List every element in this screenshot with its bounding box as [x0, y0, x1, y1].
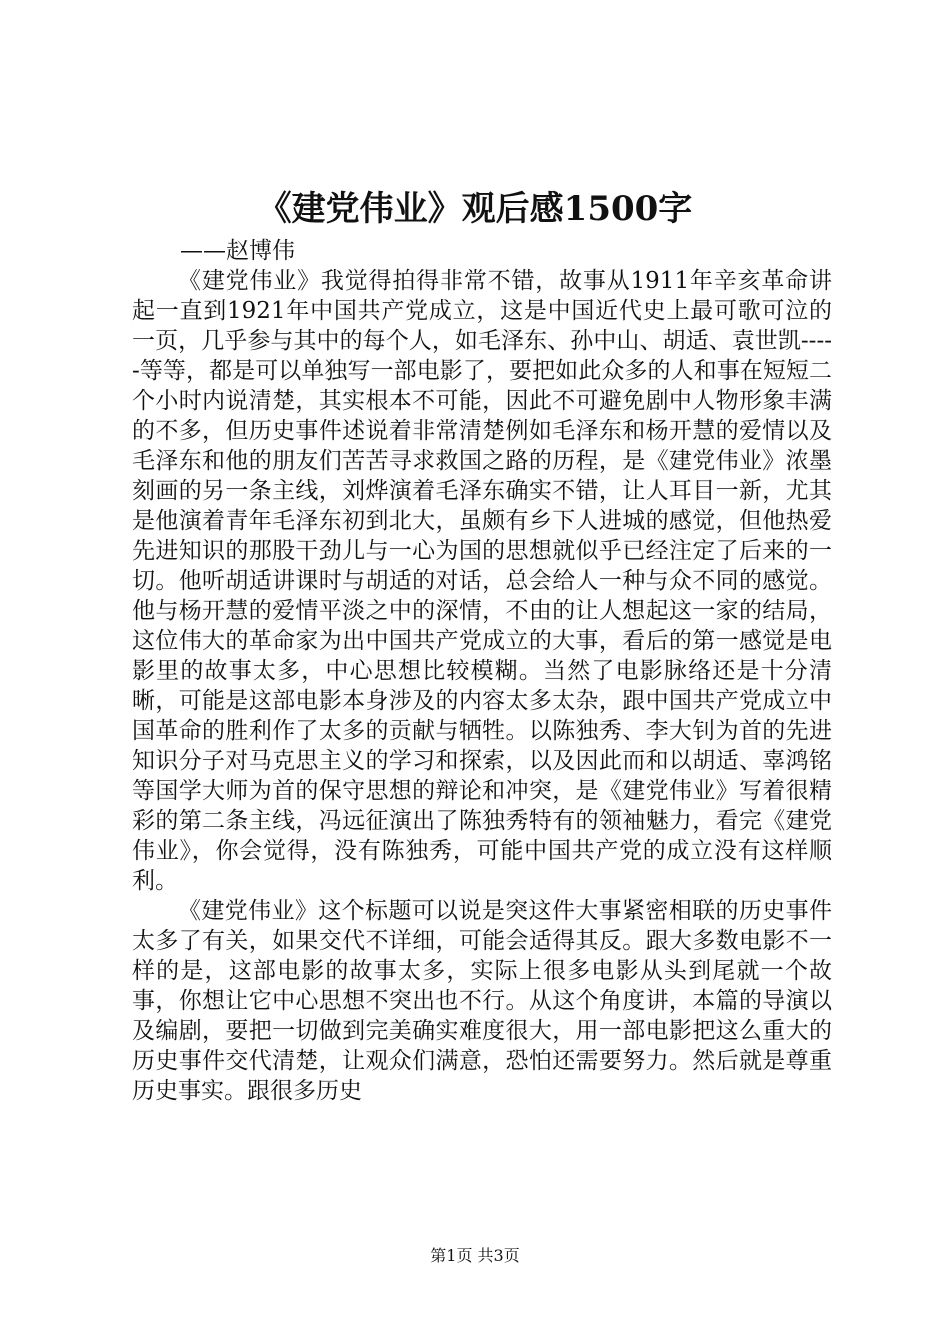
document-body: [132, 266, 832, 1106]
page-footer: 第1页 共3页: [430, 1246, 520, 1265]
document-title: 《建党伟业》观后感1500字: [257, 189, 693, 229]
body-paragraph-2: 《建党伟业》这个标题可以说是突这件大事紧密相联的历史事件太多了有关，如果交代不详细，可能会适得其反。跟大多数电影不一样的是，这部电影的故事太多，实际上很多电影从头到尾就一个故事，你想让它中心思想不突出也不行。从这个角度讲，本篇的导演以及编剧，要把一切做到完美确实难度很大，用一部电影把这么重大的历史事件交代清楚，让观众们满意，恐怕还需要努力。然后就是尊重历史事实。跟很多历史: [132, 898, 832, 1104]
body-paragraph-1: 《建党伟业》我觉得拍得非常不错，故事从1911年辛亥革命讲起一直到1921年中国共产党成立，这是中国近代史上最可歌可泣的一页，几乎参与其中的每个人，如毛泽东、孙中山、胡适、袁世凯-----等等，都是可以单独写一部电影了，要把如此众多的人和事在短短二个小时内说清楚，其实根本不可能，因此不可避免剧中人物形象丰满的不多，但历史事件述说着非常清楚例如毛泽东和杨开慧的爱情以及毛泽东和他的朋友们苦苦寻求救国之路的历程，是《建党伟业》浓墨刻画的另一条主线，刘烨演着毛泽东确实不错，让人耳目一新，尤其是他演着青年毛泽东初到北大，虽颇有乡下人进城的感觉，但他热爱先进知识的那股干劲儿与一心为国的思想就似乎已经注定了后来的一切。他听胡适讲课时与胡适的对话，总会给人一种与众不同的感觉。他与杨开慧的爱情平淡之中的深情，不由的让人想起这一家的结局，这位伟大的革命家为出中国共产党成立的大事，看后的第一感觉是电影里的故事太多，中心思想比较模糊。当然了电影脉络还是十分清晰，可能是这部电影本身涉及的内容太多太杂，跟中国共产党成立中国革命的胜利作了太多的贡献与牺牲。以陈独秀、李大钊为首的先进知识分子对马克思主义的学习和探索，以及因此而和以胡适、辜鸿铭等国学大师为首的保守思想的辩论和冲突，是《建党伟业》写着很精彩的第二条主线，冯远征演出了陈独秀特有的领袖魅力，看完《建党伟业》，你会觉得，没有陈独秀，可能中国共产党的成立没有这样顺利。: [132, 268, 832, 894]
document-author: ——赵博伟: [180, 238, 295, 264]
